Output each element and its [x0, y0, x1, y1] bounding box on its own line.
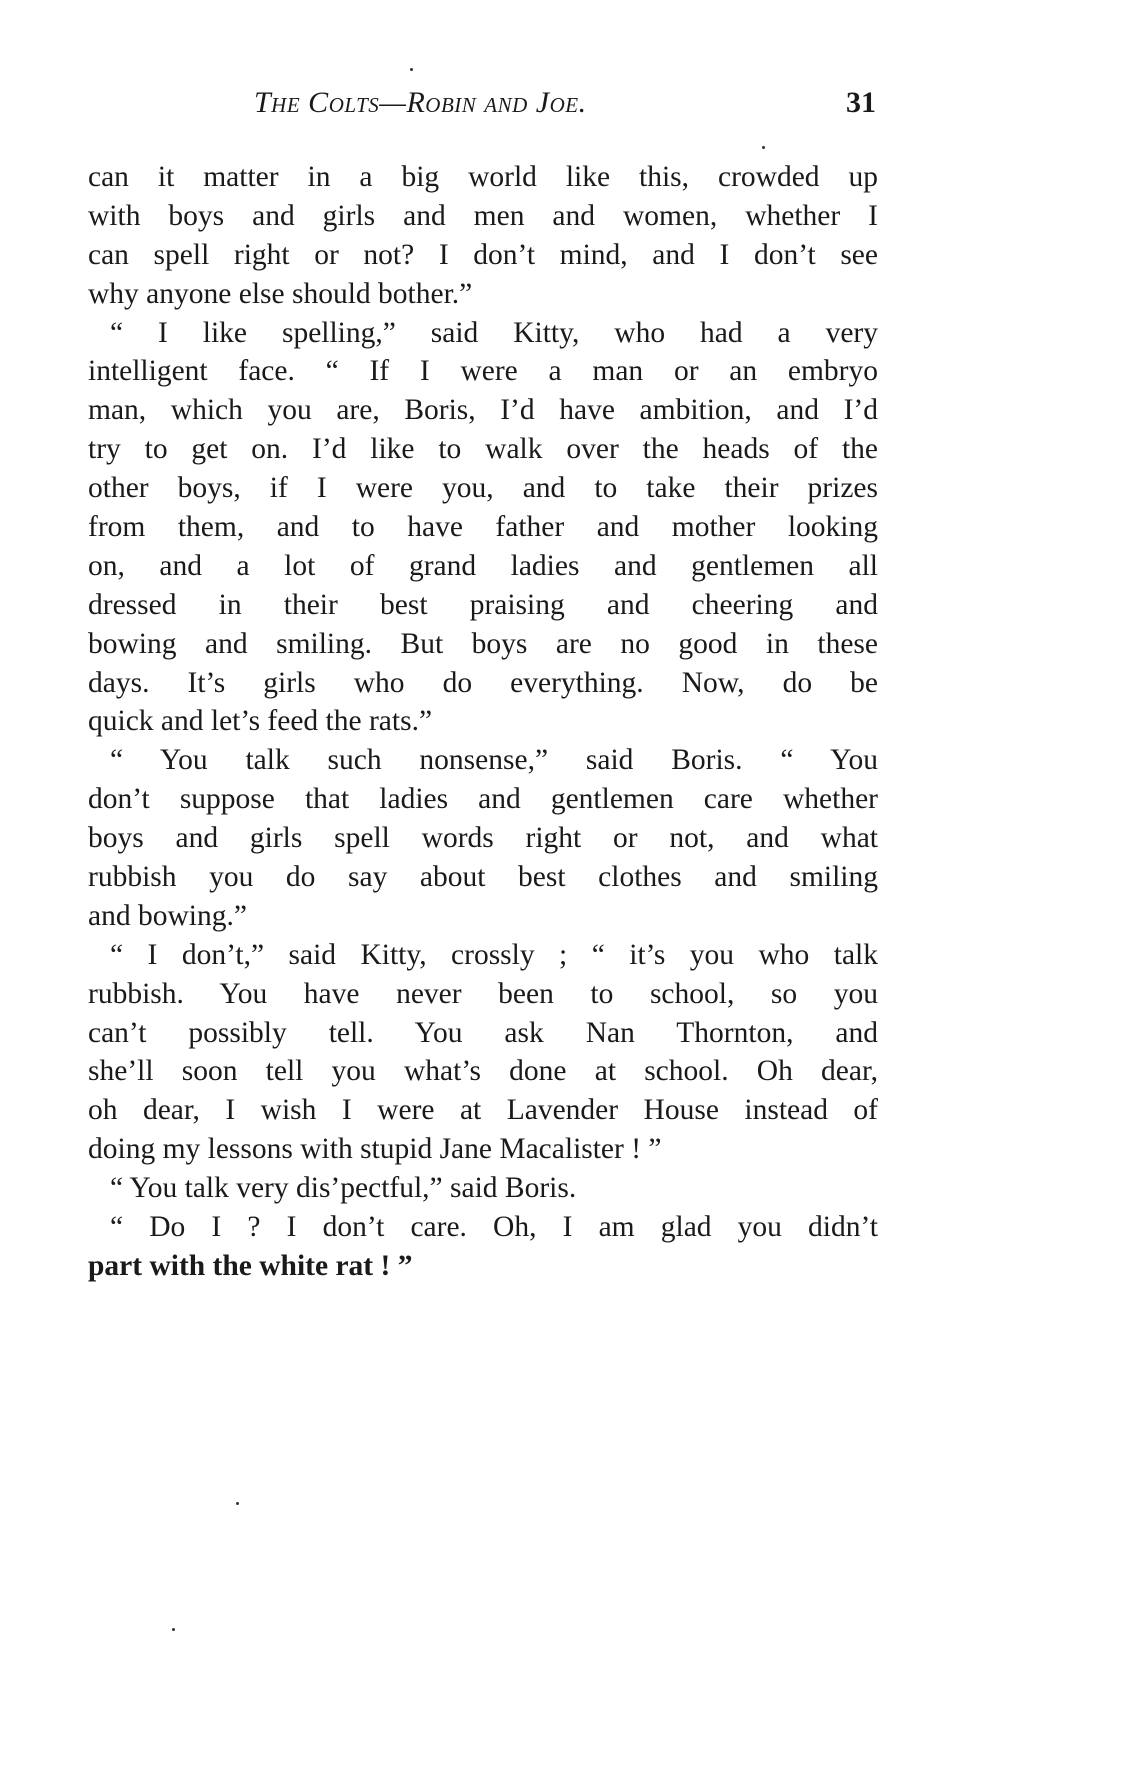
text-line: can’t possibly tell. You ask Nan Thornton, and [88, 1016, 878, 1049]
text-line: dressed in their best praising and cheering and [88, 588, 878, 621]
text-line: on, and a lot of grand ladies and gentlemen all [88, 549, 878, 582]
text-line: try to get on. I’d like to walk over the heads of the [88, 433, 878, 466]
text-line: from them, and to have father and mother looking [88, 511, 878, 544]
text-line: can it matter in a big world like this, crowded up [88, 161, 878, 193]
print-speck [236, 1502, 239, 1505]
running-title: The Colts—Robin and Joe. [254, 86, 587, 119]
text-line: days. It’s girls who do everything. Now, do be [88, 666, 878, 699]
text-line: boys and girls spell words right or not, and what [88, 822, 878, 855]
text-line: “ You talk such nonsense,” said Boris. “ You [110, 744, 878, 777]
print-speck [762, 146, 765, 149]
text-line: “ I don’t,” said Kitty, crossly ; “ it’s you who talk [110, 938, 878, 971]
print-speck [410, 68, 413, 71]
text-line: rubbish. You have never been to school, so you [88, 977, 878, 1010]
page-header [88, 86, 878, 130]
text-line: part with the white rat ! ” [88, 1249, 413, 1282]
page-number: 31 [846, 86, 876, 119]
text-line: man, which you are, Boris, I’d have ambition, and I’d [88, 394, 878, 427]
text-line: “ Do I ? I don’t care. Oh, I am glad you didn’t [110, 1211, 878, 1244]
text-line: with boys and girls and men and women, whether I [88, 199, 878, 232]
text-line: don’t suppose that ladies and gentlemen care whether [88, 783, 878, 816]
print-speck [172, 1628, 175, 1631]
body-text [88, 158, 878, 1286]
text-line: can spell right or not? I don’t mind, and I don’t see [88, 238, 878, 271]
text-line: “ You talk very dis’pectful,” said Boris. [110, 1172, 577, 1205]
text-line: “ I like spelling,” said Kitty, who had a very [110, 316, 878, 349]
text-line: rubbish you do say about best clothes and smiling [88, 861, 878, 894]
text-line: oh dear, I wish I were at Lavender House instead of [88, 1094, 878, 1127]
text-line: intelligent face. “ If I were a man or an embryo [88, 355, 878, 388]
text-line: why anyone else should bother.” [88, 277, 473, 310]
text-line: quick and let’s feed the rats.” [88, 705, 433, 738]
text-line: she’ll soon tell you what’s done at school. Oh dear, [88, 1055, 878, 1088]
text-line: and bowing.” [88, 899, 247, 932]
text-line: other boys, if I were you, and to take their prizes [88, 472, 878, 505]
text-line: bowing and smiling. But boys are no good in these [88, 627, 878, 660]
text-line: doing my lessons with stupid Jane Macalister ! ” [88, 1133, 662, 1166]
